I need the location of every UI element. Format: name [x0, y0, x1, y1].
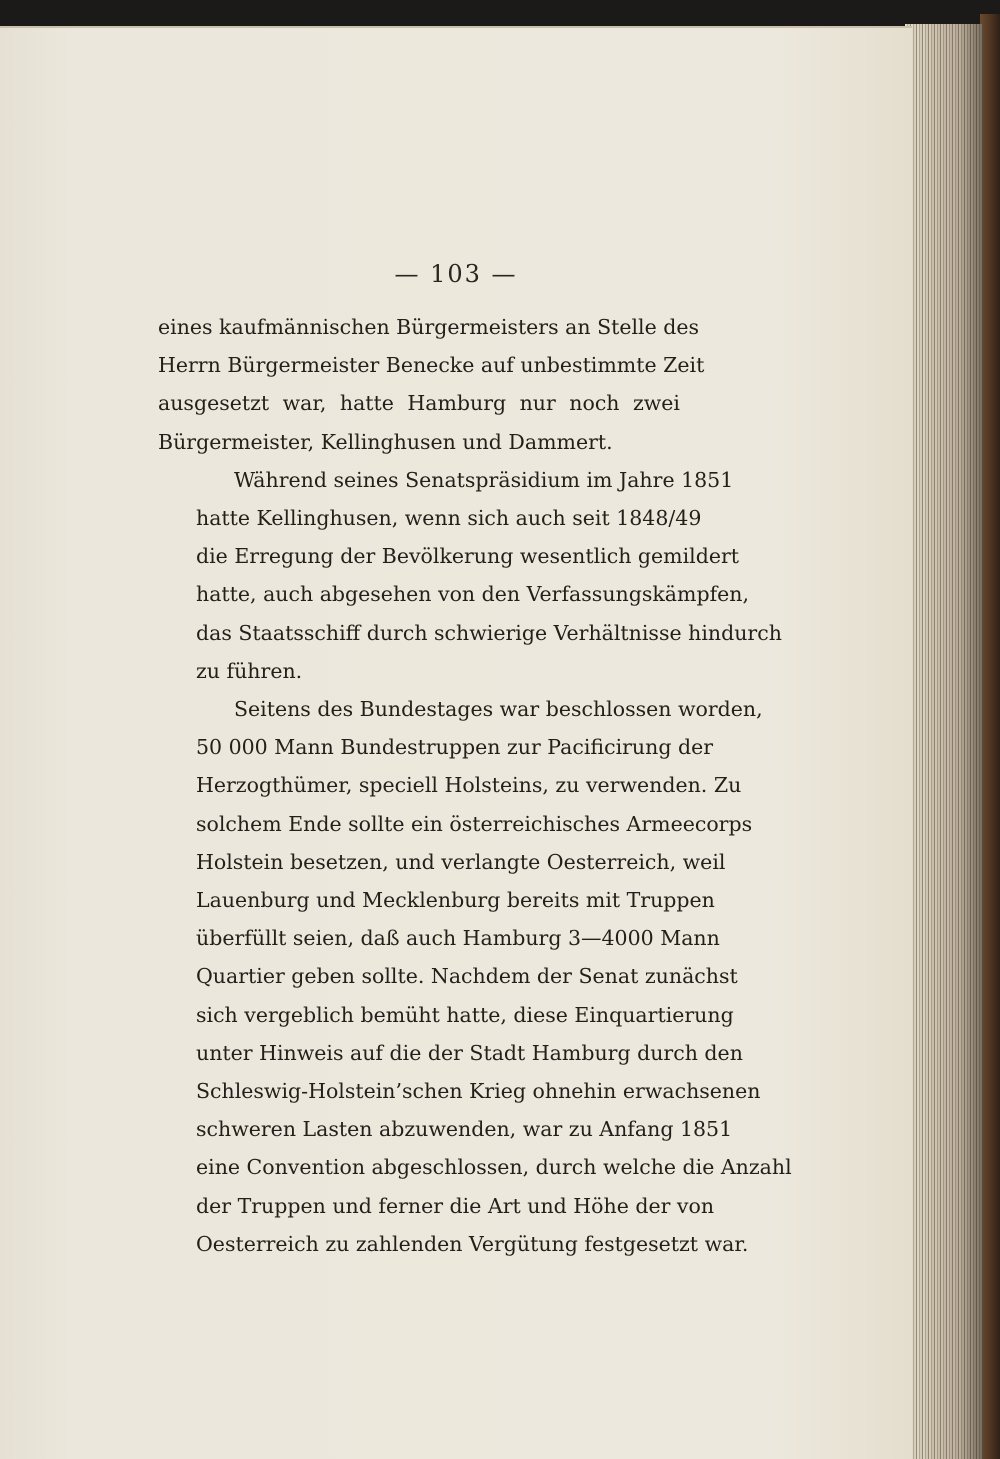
book-page — [0, 26, 912, 1459]
text-line: eine Convention abgeschlossen, durch welche die Anzahl — [196, 1155, 792, 1180]
text-line: Schleswig-Holstein’schen Krieg ohnehin erwachsenen — [196, 1079, 761, 1104]
text-line: überfüllt seien, daß auch Hamburg 3—4000 Mann — [196, 926, 720, 951]
text-line: Lauenburg und Mecklenburg bereits mit Truppen — [196, 888, 715, 913]
text-line: Bürgermeister, Kellinghusen und Dammert. — [158, 429, 613, 454]
text-line: Herzogthümer, speciell Holsteins, zu verwenden. Zu — [196, 773, 742, 798]
body-text — [158, 308, 792, 1263]
text-line: das Staatsschiff durch schwierige Verhältnisse hindurch — [196, 620, 782, 645]
text-line: der Truppen und ferner die Art und Höhe der von — [196, 1193, 715, 1218]
text-line: Während seines Senatspräsidium im Jahre 1851 — [234, 467, 734, 492]
text-line: schweren Lasten abzuwenden, war zu Anfang 1851 — [196, 1117, 733, 1142]
text-line: Holstein besetzen, und verlangte Oesterreich, weil — [196, 849, 726, 874]
paragraph-3 — [158, 690, 792, 1263]
text-line: hatte, auch abgesehen von den Verfassungskämpfen, — [196, 582, 750, 607]
text-line: 50 000 Mann Bundestruppen zur Pacificirung der — [196, 735, 714, 760]
text-line: die Erregung der Bevölkerung wesentlich gemildert — [196, 544, 740, 569]
text-line: Herrn Bürgermeister Benecke auf unbestimmte Zeit — [158, 353, 705, 378]
paragraph-2 — [158, 461, 782, 690]
page-block-edges — [905, 24, 983, 1459]
book-cover-edge — [980, 14, 1000, 1459]
text-line: solchem Ende sollte ein österreichisches Armeecorps — [196, 811, 753, 836]
page-number: — 103 — — [394, 260, 518, 288]
text-line: sich vergeblich bemüht hatte, diese Einquartierung — [196, 1002, 734, 1027]
text-line: unter Hinweis auf die der Stadt Hamburg durch den — [196, 1040, 743, 1065]
text-line: eines kaufmännischen Bürgermeisters an Stelle des — [158, 315, 700, 339]
text-line: hatte Kellinghusen, wenn sich auch seit 1848/49 — [196, 506, 702, 531]
text-line: ausgesetzt war, hatte Hamburg nur noch zwei — [158, 391, 680, 416]
text-line: Quartier geben sollte. Nachdem der Senat zunächst — [196, 964, 738, 989]
text-line: zu führen. — [196, 658, 303, 683]
text-line: Seitens des Bundestages war beschlossen worden, — [234, 697, 763, 722]
paragraph-1 — [158, 308, 705, 461]
text-line: Oesterreich zu zahlenden Vergütung festgesetzt war. — [196, 1231, 749, 1256]
